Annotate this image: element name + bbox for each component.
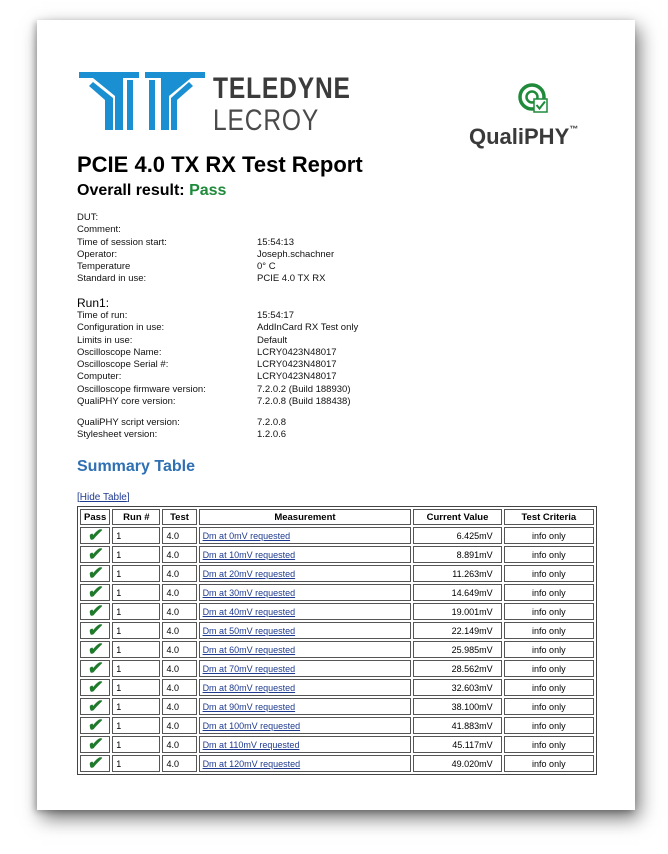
- product-label: QualiPHY: [469, 124, 570, 149]
- criteria-cell: info only: [504, 660, 594, 677]
- current-value-cell: 28.562mV: [413, 660, 501, 677]
- criteria-cell: info only: [504, 717, 594, 734]
- table-row: [80, 660, 594, 677]
- table-row: [80, 603, 594, 620]
- table-row: [80, 584, 594, 601]
- info-label: QualiPHY script version:: [77, 417, 180, 428]
- pass-cell: [80, 679, 110, 696]
- info-label: Oscilloscope Serial #:: [77, 359, 169, 371]
- table-row: [80, 622, 594, 639]
- info-value: 0° C: [257, 261, 276, 273]
- run-cell: 1: [112, 565, 160, 582]
- info-row: [77, 396, 597, 408]
- table-row: [80, 565, 594, 582]
- info-value: Joseph.schachner: [257, 248, 335, 260]
- measurement-cell: [199, 565, 412, 582]
- pass-cell: [80, 603, 110, 620]
- overall-result: [77, 182, 226, 200]
- summary-table: [77, 506, 597, 775]
- run-cell: 1: [112, 584, 160, 601]
- overall-result-label: Overall result:: [77, 182, 185, 199]
- info-value: 15:54:13: [257, 236, 294, 248]
- measurement-cell: [199, 698, 412, 715]
- check-icon: ✔: [86, 525, 105, 545]
- info-value: 15:54:17: [257, 310, 294, 321]
- info-row: [77, 261, 597, 273]
- qualiphy-logo-icon: [517, 82, 551, 116]
- info-row: [77, 371, 597, 383]
- run-cell: 1: [112, 660, 160, 677]
- info-label: Time of run:: [77, 310, 128, 321]
- check-icon: ✔: [86, 734, 105, 754]
- info-label: Oscilloscope firmware version:: [77, 383, 206, 395]
- info-value: Default: [257, 334, 288, 346]
- measurement-cell: [199, 527, 412, 544]
- hide-table-link[interactable]: Hide Table: [79, 492, 127, 503]
- info-row: [77, 224, 597, 236]
- measurement-link[interactable]: Dm at 110mV requested: [202, 739, 300, 750]
- info-label: DUT:: [77, 212, 99, 223]
- info-row: [77, 322, 597, 334]
- pass-cell: [80, 755, 110, 772]
- check-icon: ✔: [86, 658, 105, 678]
- trademark-mark: ™: [569, 124, 579, 134]
- run-cell: 1: [112, 679, 160, 696]
- product-name: [469, 124, 578, 150]
- criteria-cell: info only: [504, 565, 594, 582]
- info-value: LCRY0423N48017: [257, 346, 337, 358]
- run-cell: 1: [112, 641, 160, 658]
- info-value: 7.2.0.8: [257, 417, 287, 428]
- criteria-cell: info only: [504, 698, 594, 715]
- info-row: [77, 359, 597, 371]
- current-value-cell: 22.149mV: [413, 622, 501, 639]
- session-info: [77, 212, 597, 286]
- info-row: [77, 417, 597, 429]
- info-label: Time of session start:: [77, 236, 167, 248]
- run-cell: 1: [112, 736, 160, 753]
- info-label: Comment:: [77, 224, 121, 236]
- check-icon: ✔: [86, 639, 105, 659]
- current-value-cell: 32.603mV: [413, 679, 501, 696]
- info-label: Limits in use:: [77, 334, 133, 346]
- measurement-link[interactable]: Dm at 0mV requested: [202, 530, 291, 541]
- qualiphy-logo: [469, 82, 609, 162]
- measurement-link[interactable]: Dm at 10mV requested: [202, 549, 296, 560]
- info-value: 1.2.0.6: [257, 429, 287, 441]
- run-heading: Run1:: [77, 296, 110, 310]
- summary-body: [80, 527, 594, 772]
- measurement-link[interactable]: Dm at 40mV requested: [202, 606, 296, 617]
- measurement-cell: [199, 736, 412, 753]
- criteria-cell: info only: [504, 679, 594, 696]
- measurement-cell: [199, 660, 412, 677]
- info-row: [77, 335, 597, 347]
- table-row: [80, 527, 594, 544]
- summary-header-row: [80, 509, 594, 525]
- pass-cell: [80, 660, 110, 677]
- info-row: [77, 347, 597, 359]
- pass-cell: [80, 527, 110, 544]
- test-cell: 4.0: [162, 660, 196, 677]
- table-row: [80, 736, 594, 753]
- test-cell: 4.0: [162, 546, 196, 563]
- info-value: AddInCard RX Test only: [257, 322, 359, 334]
- test-cell: 4.0: [162, 584, 196, 601]
- criteria-cell: info only: [504, 603, 594, 620]
- table-row: [80, 698, 594, 715]
- current-value-cell: 11.263mV: [413, 565, 501, 582]
- info-value: LCRY0423N48017: [257, 359, 337, 371]
- measurement-cell: [199, 546, 412, 563]
- check-icon: ✔: [86, 544, 105, 564]
- pass-cell: [80, 736, 110, 753]
- pass-cell: [80, 546, 110, 563]
- run-cell: 1: [112, 698, 160, 715]
- current-value-cell: 14.649mV: [413, 584, 501, 601]
- test-cell: 4.0: [162, 736, 196, 753]
- current-value-cell: 6.425mV: [413, 527, 501, 544]
- info-row: [77, 310, 597, 322]
- measurement-cell: [199, 622, 412, 639]
- run-cell: 1: [112, 527, 160, 544]
- measurement-link[interactable]: Dm at 50mV requested: [202, 625, 296, 636]
- check-icon: ✔: [86, 696, 105, 716]
- measurement-link[interactable]: Dm at 90mV requested: [202, 701, 296, 712]
- info-row: [77, 384, 597, 396]
- run-cell: 1: [112, 755, 160, 772]
- summary-title: Summary Table: [77, 458, 195, 475]
- run-info: [77, 310, 597, 408]
- measurement-link[interactable]: Dm at 20mV requested: [202, 568, 296, 579]
- current-value-cell: 38.100mV: [413, 698, 501, 715]
- measurement-cell: [199, 641, 412, 658]
- pass-cell: [80, 584, 110, 601]
- brand-wordmark: [213, 73, 381, 137]
- measurement-link[interactable]: Dm at 100mV requested: [202, 720, 301, 731]
- col-pass: Pass: [80, 509, 110, 525]
- measurement-link[interactable]: Dm at 120mV requested: [202, 758, 301, 769]
- test-cell: 4.0: [162, 717, 196, 734]
- info-label: Configuration in use:: [77, 322, 165, 334]
- info-value: 7.2.0.8 (Build 188438): [257, 396, 351, 408]
- pass-cell: [80, 565, 110, 582]
- test-cell: 4.0: [162, 622, 196, 639]
- report-title: PCIE 4.0 TX RX Test Report: [77, 152, 363, 177]
- pass-cell: [80, 698, 110, 715]
- criteria-cell: info only: [504, 527, 594, 544]
- test-cell: 4.0: [162, 698, 196, 715]
- table-row: [80, 755, 594, 772]
- measurement-cell: [199, 584, 412, 601]
- col-measurement: Measurement: [199, 509, 412, 525]
- criteria-cell: info only: [504, 755, 594, 772]
- check-icon: ✔: [86, 620, 105, 640]
- run-cell: 1: [112, 717, 160, 734]
- overall-result-value: Pass: [189, 182, 227, 199]
- version-info: [77, 417, 597, 442]
- col-run: Run #: [112, 509, 160, 525]
- measurement-link[interactable]: Dm at 60mV requested: [202, 644, 296, 655]
- table-row: [80, 717, 594, 734]
- test-cell: 4.0: [162, 603, 196, 620]
- info-label: Stylesheet version:: [77, 429, 158, 441]
- pass-cell: [80, 622, 110, 639]
- criteria-cell: info only: [504, 584, 594, 601]
- check-icon: ✔: [86, 601, 105, 621]
- current-value-cell: 41.883mV: [413, 717, 501, 734]
- current-value-cell: 8.891mV: [413, 546, 501, 563]
- test-cell: 4.0: [162, 641, 196, 658]
- test-cell: 4.0: [162, 527, 196, 544]
- info-label: QualiPHY core version:: [77, 396, 176, 408]
- check-icon: ✔: [86, 715, 105, 735]
- current-value-cell: 49.020mV: [413, 755, 501, 772]
- measurement-cell: [199, 603, 412, 620]
- table-row: [80, 679, 594, 696]
- info-row: [77, 237, 597, 249]
- info-label: Temperature: [77, 261, 131, 273]
- measurement-cell: [199, 755, 412, 772]
- info-row: [77, 429, 597, 441]
- table-row: [80, 641, 594, 658]
- check-icon: ✔: [86, 677, 105, 697]
- criteria-cell: info only: [504, 622, 594, 639]
- test-cell: 4.0: [162, 565, 196, 582]
- current-value-cell: 25.985mV: [413, 641, 501, 658]
- info-row: [77, 249, 597, 261]
- current-value-cell: 19.001mV: [413, 603, 501, 620]
- measurement-link[interactable]: Dm at 80mV requested: [202, 682, 296, 693]
- info-label: Computer:: [77, 371, 122, 383]
- col-current-value: Current Value: [413, 509, 501, 525]
- col-test-criteria: Test Criteria: [504, 509, 594, 525]
- brand-line-2: LECROY: [213, 104, 320, 137]
- criteria-cell: info only: [504, 546, 594, 563]
- report-page: [37, 20, 635, 810]
- hide-table-control: [Hide Table]: [77, 492, 130, 503]
- measurement-cell: [199, 679, 412, 696]
- pass-cell: [80, 641, 110, 658]
- run-cell: 1: [112, 622, 160, 639]
- measurement-cell: [199, 717, 412, 734]
- test-cell: 4.0: [162, 679, 196, 696]
- current-value-cell: 45.117mV: [413, 736, 501, 753]
- check-icon: ✔: [86, 582, 105, 602]
- pass-cell: [80, 717, 110, 734]
- info-row: [77, 273, 597, 285]
- measurement-link[interactable]: Dm at 30mV requested: [202, 587, 296, 598]
- info-value: 7.2.0.2 (Build 188930): [257, 383, 351, 395]
- check-icon: ✔: [86, 563, 105, 583]
- check-icon: ✔: [86, 753, 105, 773]
- info-label: Standard in use:: [77, 273, 147, 285]
- criteria-cell: info only: [504, 736, 594, 753]
- run-cell: 1: [112, 603, 160, 620]
- info-value: PCIE 4.0 TX RX: [257, 273, 326, 285]
- table-row: [80, 546, 594, 563]
- info-label: Operator:: [77, 248, 118, 260]
- test-cell: 4.0: [162, 755, 196, 772]
- teledyne-logo-icon: [79, 72, 209, 132]
- criteria-cell: info only: [504, 641, 594, 658]
- run-cell: 1: [112, 546, 160, 563]
- info-label: Oscilloscope Name:: [77, 346, 162, 358]
- col-test: Test: [162, 509, 196, 525]
- brand-line-1: TELEDYNE: [213, 72, 351, 105]
- measurement-link[interactable]: Dm at 70mV requested: [202, 663, 296, 674]
- info-value: LCRY0423N48017: [257, 371, 337, 383]
- info-row: [77, 212, 597, 224]
